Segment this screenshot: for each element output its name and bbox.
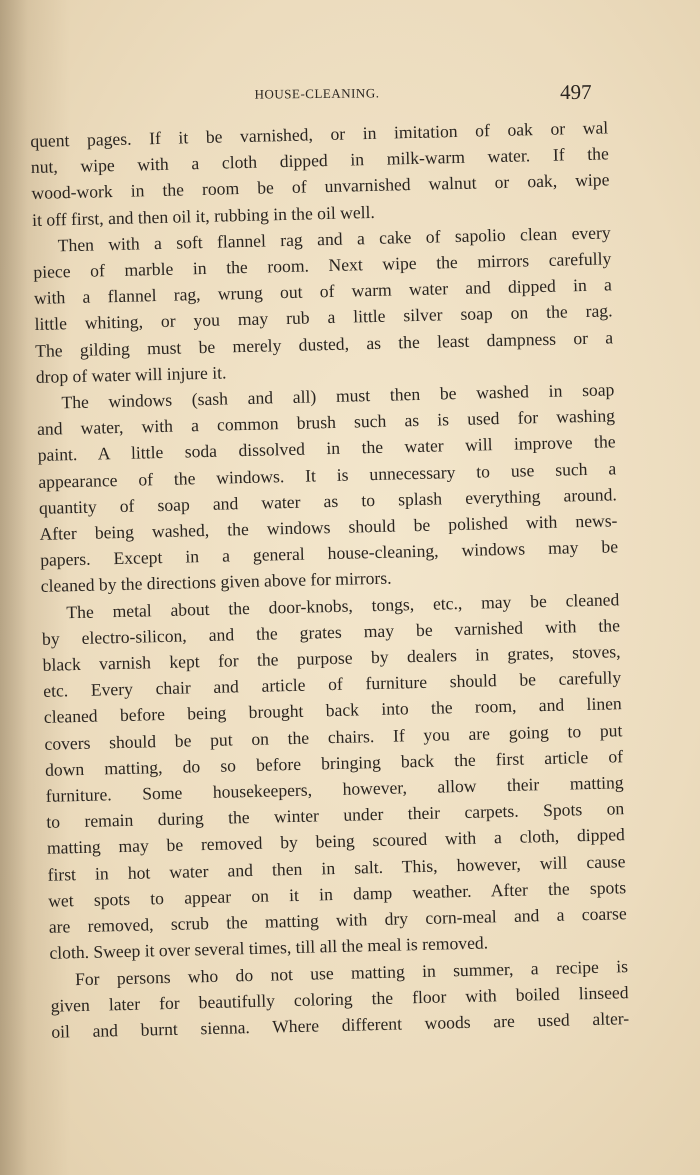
text-line: quantity of soap and water as to splash everything around.	[38, 484, 618, 518]
text-line: The windows (sash and all) must then be washed in soap	[61, 379, 615, 413]
text-line: cleaned by the directions given above for mirrors.	[40, 568, 392, 597]
text-line: cloth. Sweep it over several times, till all the meal is removed.	[49, 932, 489, 964]
text-line: covers should be put on the chairs. If you are going to put	[44, 719, 623, 754]
body-text	[30, 114, 629, 1044]
text-line: to remain during the winter under their carpets. Spots on	[46, 798, 625, 833]
paragraph-windows	[36, 376, 619, 599]
text-line: first in hot water and then in salt. This, however, will cause	[47, 850, 626, 885]
text-line: appearance of the windows. It is unnecessary to use such a	[38, 457, 617, 492]
text-line: drop of water will injure it.	[35, 362, 227, 387]
text-line: down matting, do so before bringing back the first article of	[44, 746, 624, 780]
text-line: it off first, and then oil it, rubbing in the oil well.	[31, 201, 376, 230]
page-number: 497	[559, 79, 592, 105]
text-line: papers. Except in a general house-cleaning, windows may be	[39, 536, 619, 571]
text-line: oil and burnt sienna. Where different woods are used alter-	[51, 1008, 630, 1042]
running-head: HOUSE-CLEANING.	[254, 85, 380, 102]
paragraph-continued	[30, 114, 610, 232]
text-line: matting may be removed by being scoured with a cloth, dipped	[46, 824, 626, 859]
text-line: given later for beautifully coloring the floor with boiled linseed	[50, 981, 629, 1016]
text-line: nut, wipe with a cloth dipped in milk-warm water. If the	[30, 143, 609, 178]
text-line: by electro-silicon, and the grates may be varnished with the	[41, 615, 621, 649]
text-line: paint. A little soda dissolved in the water will improve the	[37, 431, 616, 466]
text-line: are removed, scrub the matting with dry corn-meal and a coarse	[48, 903, 627, 937]
text-line: The metal about the door-knobs, tongs, etc., may be cleaned	[66, 588, 620, 622]
text-line: black varnish kept for the purpose by dealers in grates, stoves,	[42, 641, 621, 675]
paragraph-floor-coloring	[50, 953, 630, 1045]
text-line: quent pages. If it be varnished, or in imitation of oak or wal	[30, 117, 609, 151]
text-line: Then with a soft flannel rag and a cake of sapolio clean every	[57, 222, 611, 256]
paragraph-marble-mirrors	[32, 219, 614, 390]
paragraph-metal-furniture-matting	[41, 586, 627, 966]
text-line: furniture. Some housekeepers, however, allow their matting	[45, 772, 624, 806]
text-line: For persons who do not use matting in summer, a recipe is	[74, 955, 629, 989]
text-line: The gilding must be merely dusted, as the least dampness or a	[35, 326, 614, 361]
text-line: little whiting, or you may rub a little silver soap on the rag.	[34, 300, 613, 335]
text-line: After being washed, the windows should be polished with news-	[39, 510, 618, 544]
text-line: etc. Every chair and article of furniture should be carefully	[43, 667, 622, 702]
text-line: wood-work in the room be of unvarnished walnut or oak, wipe	[31, 169, 610, 204]
text-line: wet spots to appear on it in damp weather. After the spots	[47, 877, 627, 911]
text-line: with a flannel rag, wrung out of warm water and dipped in a	[33, 274, 613, 309]
text-line: and water, with a common brush such as is used for washing	[36, 405, 616, 440]
text-line: cleaned before being brought back into the room, and linen	[43, 693, 622, 728]
text-line: piece of marble in the room. Next wipe the mirrors carefully	[33, 248, 612, 282]
